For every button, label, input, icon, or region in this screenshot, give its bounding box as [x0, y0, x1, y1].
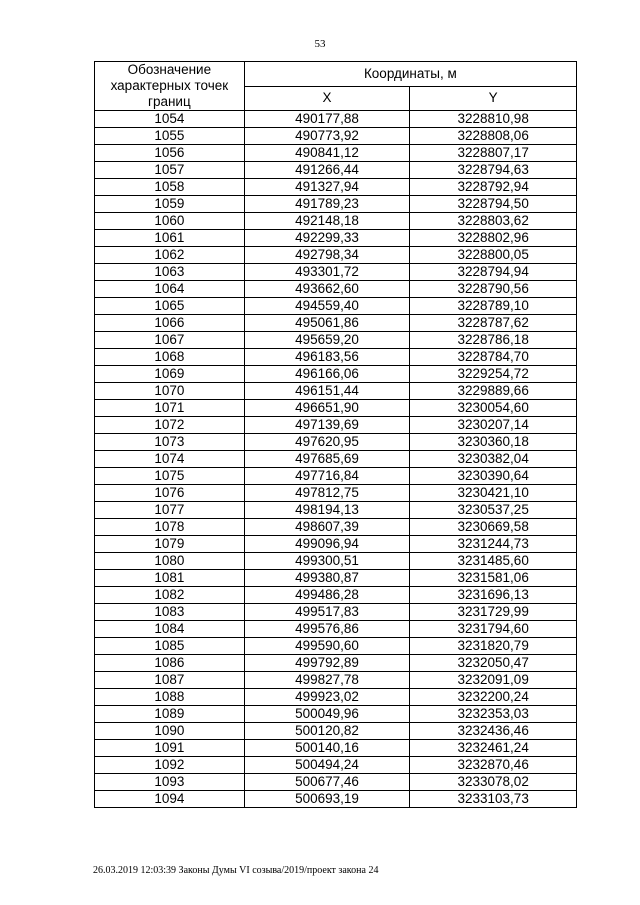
x-coordinate-cell: 491327,94	[244, 179, 410, 196]
y-coordinate-cell: 3230360,18	[410, 434, 577, 451]
point-id-cell: 1059	[95, 196, 245, 213]
point-id-cell: 1074	[95, 451, 245, 468]
point-id-cell: 1079	[95, 536, 245, 553]
point-id-cell: 1092	[95, 757, 245, 774]
y-coordinate-cell: 3228786,18	[410, 332, 577, 349]
point-id-cell: 1091	[95, 740, 245, 757]
table-row	[95, 264, 577, 281]
y-coordinate-cell: 3231696,13	[410, 587, 577, 604]
table-row	[95, 179, 577, 196]
y-coordinate-cell: 3231485,60	[410, 553, 577, 570]
x-column-header: X	[244, 86, 410, 111]
x-coordinate-cell: 499827,78	[244, 672, 410, 689]
x-coordinate-cell: 499380,87	[244, 570, 410, 587]
y-coordinate-cell: 3230382,04	[410, 451, 577, 468]
y-coordinate-cell: 3230537,25	[410, 502, 577, 519]
table-row	[95, 706, 577, 723]
x-coordinate-cell: 491266,44	[244, 162, 410, 179]
point-id-cell: 1055	[95, 128, 245, 145]
point-id-cell: 1064	[95, 281, 245, 298]
table-row	[95, 757, 577, 774]
table-row	[95, 213, 577, 230]
y-coordinate-cell: 3232436,46	[410, 723, 577, 740]
point-id-cell: 1072	[95, 417, 245, 434]
x-coordinate-cell: 500693,19	[244, 791, 410, 808]
point-id-cell: 1069	[95, 366, 245, 383]
point-id-cell: 1080	[95, 553, 245, 570]
point-id-cell: 1057	[95, 162, 245, 179]
point-id-cell: 1062	[95, 247, 245, 264]
point-id-cell: 1083	[95, 604, 245, 621]
table-row	[95, 689, 577, 706]
table-row	[95, 145, 577, 162]
x-coordinate-cell: 497139,69	[244, 417, 410, 434]
point-id-cell: 1093	[95, 774, 245, 791]
y-coordinate-cell: 3228800,05	[410, 247, 577, 264]
y-coordinate-cell: 3229254,72	[410, 366, 577, 383]
point-id-cell: 1089	[95, 706, 245, 723]
point-id-cell: 1070	[95, 383, 245, 400]
point-id-cell: 1075	[95, 468, 245, 485]
y-coordinate-cell: 3228794,63	[410, 162, 577, 179]
point-id-cell: 1071	[95, 400, 245, 417]
x-coordinate-cell: 499300,51	[244, 553, 410, 570]
y-coordinate-cell: 3230669,58	[410, 519, 577, 536]
x-coordinate-cell: 500120,82	[244, 723, 410, 740]
table-row	[95, 400, 577, 417]
table-row	[95, 315, 577, 332]
table-row	[95, 536, 577, 553]
point-id-cell: 1061	[95, 230, 245, 247]
x-coordinate-cell: 495659,20	[244, 332, 410, 349]
x-coordinate-cell: 497620,95	[244, 434, 410, 451]
x-coordinate-cell: 498194,13	[244, 502, 410, 519]
x-coordinate-cell: 496151,44	[244, 383, 410, 400]
point-id-cell: 1063	[95, 264, 245, 281]
table-body	[95, 111, 577, 808]
x-coordinate-cell: 490773,92	[244, 128, 410, 145]
y-coordinate-cell: 3231729,99	[410, 604, 577, 621]
point-id-cell: 1085	[95, 638, 245, 655]
table-row	[95, 774, 577, 791]
x-coordinate-cell: 490841,12	[244, 145, 410, 162]
table-row	[95, 281, 577, 298]
table-row	[95, 366, 577, 383]
y-coordinate-cell: 3229889,66	[410, 383, 577, 400]
table-row	[95, 230, 577, 247]
y-coordinate-cell: 3228803,62	[410, 213, 577, 230]
point-id-cell: 1054	[95, 111, 245, 128]
x-coordinate-cell: 500494,24	[244, 757, 410, 774]
x-coordinate-cell: 495061,86	[244, 315, 410, 332]
y-coordinate-cell: 3230207,14	[410, 417, 577, 434]
point-id-cell: 1065	[95, 298, 245, 315]
table-row	[95, 162, 577, 179]
table-row	[95, 247, 577, 264]
y-coordinate-cell: 3228810,98	[410, 111, 577, 128]
y-coordinate-cell: 3230054,60	[410, 400, 577, 417]
table-row	[95, 791, 577, 808]
y-coordinate-cell: 3232461,24	[410, 740, 577, 757]
y-column-header: Y	[410, 86, 577, 111]
table-row	[95, 196, 577, 213]
x-coordinate-cell: 500049,96	[244, 706, 410, 723]
point-id-cell: 1084	[95, 621, 245, 638]
y-coordinate-cell: 3228790,56	[410, 281, 577, 298]
point-id-cell: 1058	[95, 179, 245, 196]
point-id-cell: 1086	[95, 655, 245, 672]
x-coordinate-cell: 492299,33	[244, 230, 410, 247]
table-row	[95, 332, 577, 349]
y-coordinate-cell: 3228792,94	[410, 179, 577, 196]
y-coordinate-cell: 3228787,62	[410, 315, 577, 332]
table-row	[95, 111, 577, 128]
table-row	[95, 587, 577, 604]
point-id-cell: 1060	[95, 213, 245, 230]
point-id-cell: 1078	[95, 519, 245, 536]
point-id-cell: 1077	[95, 502, 245, 519]
point-id-cell: 1056	[95, 145, 245, 162]
x-coordinate-cell: 496183,56	[244, 349, 410, 366]
table-row	[95, 621, 577, 638]
x-coordinate-cell: 498607,39	[244, 519, 410, 536]
document-footer: 26.03.2019 12:03:39 Законы Думы VI созыва/2019/проект закона 24	[93, 865, 379, 876]
x-coordinate-cell: 493301,72	[244, 264, 410, 281]
y-coordinate-cell: 3231794,60	[410, 621, 577, 638]
table-row	[95, 417, 577, 434]
table-row	[95, 468, 577, 485]
table-row	[95, 638, 577, 655]
x-coordinate-cell: 499486,28	[244, 587, 410, 604]
table-row	[95, 672, 577, 689]
table-row	[95, 485, 577, 502]
y-coordinate-cell: 3232091,09	[410, 672, 577, 689]
point-id-cell: 1087	[95, 672, 245, 689]
x-coordinate-cell: 494559,40	[244, 298, 410, 315]
x-coordinate-cell: 490177,88	[244, 111, 410, 128]
y-coordinate-cell: 3228802,96	[410, 230, 577, 247]
page-number: 53	[314, 38, 326, 50]
point-id-cell: 1068	[95, 349, 245, 366]
coordinates-group-header: Координаты, м	[244, 62, 576, 87]
x-coordinate-cell: 499792,89	[244, 655, 410, 672]
x-coordinate-cell: 499590,60	[244, 638, 410, 655]
table-row	[95, 655, 577, 672]
x-coordinate-cell: 496651,90	[244, 400, 410, 417]
y-coordinate-cell: 3233103,73	[410, 791, 577, 808]
table-row	[95, 519, 577, 536]
table-row	[95, 383, 577, 400]
x-coordinate-cell: 497716,84	[244, 468, 410, 485]
x-coordinate-cell: 500140,16	[244, 740, 410, 757]
y-coordinate-cell: 3228807,17	[410, 145, 577, 162]
x-coordinate-cell: 496166,06	[244, 366, 410, 383]
y-coordinate-cell: 3228784,70	[410, 349, 577, 366]
x-coordinate-cell: 499096,94	[244, 536, 410, 553]
x-coordinate-cell: 497812,75	[244, 485, 410, 502]
coordinates-table	[94, 61, 577, 808]
x-coordinate-cell: 499517,83	[244, 604, 410, 621]
y-coordinate-cell: 3230390,64	[410, 468, 577, 485]
table-row	[95, 451, 577, 468]
y-coordinate-cell: 3228789,10	[410, 298, 577, 315]
y-coordinate-cell: 3233078,02	[410, 774, 577, 791]
y-coordinate-cell: 3232353,03	[410, 706, 577, 723]
table-row	[95, 502, 577, 519]
x-coordinate-cell: 499576,86	[244, 621, 410, 638]
y-coordinate-cell: 3232870,46	[410, 757, 577, 774]
point-id-cell: 1076	[95, 485, 245, 502]
x-coordinate-cell: 492148,18	[244, 213, 410, 230]
x-coordinate-cell: 500677,46	[244, 774, 410, 791]
point-id-cell: 1094	[95, 791, 245, 808]
point-id-cell: 1082	[95, 587, 245, 604]
table-row	[95, 298, 577, 315]
x-coordinate-cell: 493662,60	[244, 281, 410, 298]
point-id-cell: 1088	[95, 689, 245, 706]
table-row	[95, 604, 577, 621]
point-id-cell: 1090	[95, 723, 245, 740]
table-row	[95, 740, 577, 757]
y-coordinate-cell: 3231581,06	[410, 570, 577, 587]
y-coordinate-cell: 3231244,73	[410, 536, 577, 553]
table-row	[95, 128, 577, 145]
table-row	[95, 553, 577, 570]
table-row	[95, 723, 577, 740]
table-row	[95, 570, 577, 587]
point-id-cell: 1067	[95, 332, 245, 349]
table-row	[95, 434, 577, 451]
y-coordinate-cell: 3228794,50	[410, 196, 577, 213]
table-row	[95, 349, 577, 366]
y-coordinate-cell: 3228794,94	[410, 264, 577, 281]
table-header	[95, 62, 577, 111]
x-coordinate-cell: 491789,23	[244, 196, 410, 213]
y-coordinate-cell: 3231820,79	[410, 638, 577, 655]
point-id-cell: 1066	[95, 315, 245, 332]
point-id-cell: 1081	[95, 570, 245, 587]
point-id-cell: 1073	[95, 434, 245, 451]
x-coordinate-cell: 499923,02	[244, 689, 410, 706]
y-coordinate-cell: 3230421,10	[410, 485, 577, 502]
y-coordinate-cell: 3232200,24	[410, 689, 577, 706]
point-id-column-header: Обозначение характерных точек границ	[95, 62, 245, 111]
x-coordinate-cell: 497685,69	[244, 451, 410, 468]
y-coordinate-cell: 3228808,06	[410, 128, 577, 145]
y-coordinate-cell: 3232050,47	[410, 655, 577, 672]
x-coordinate-cell: 492798,34	[244, 247, 410, 264]
